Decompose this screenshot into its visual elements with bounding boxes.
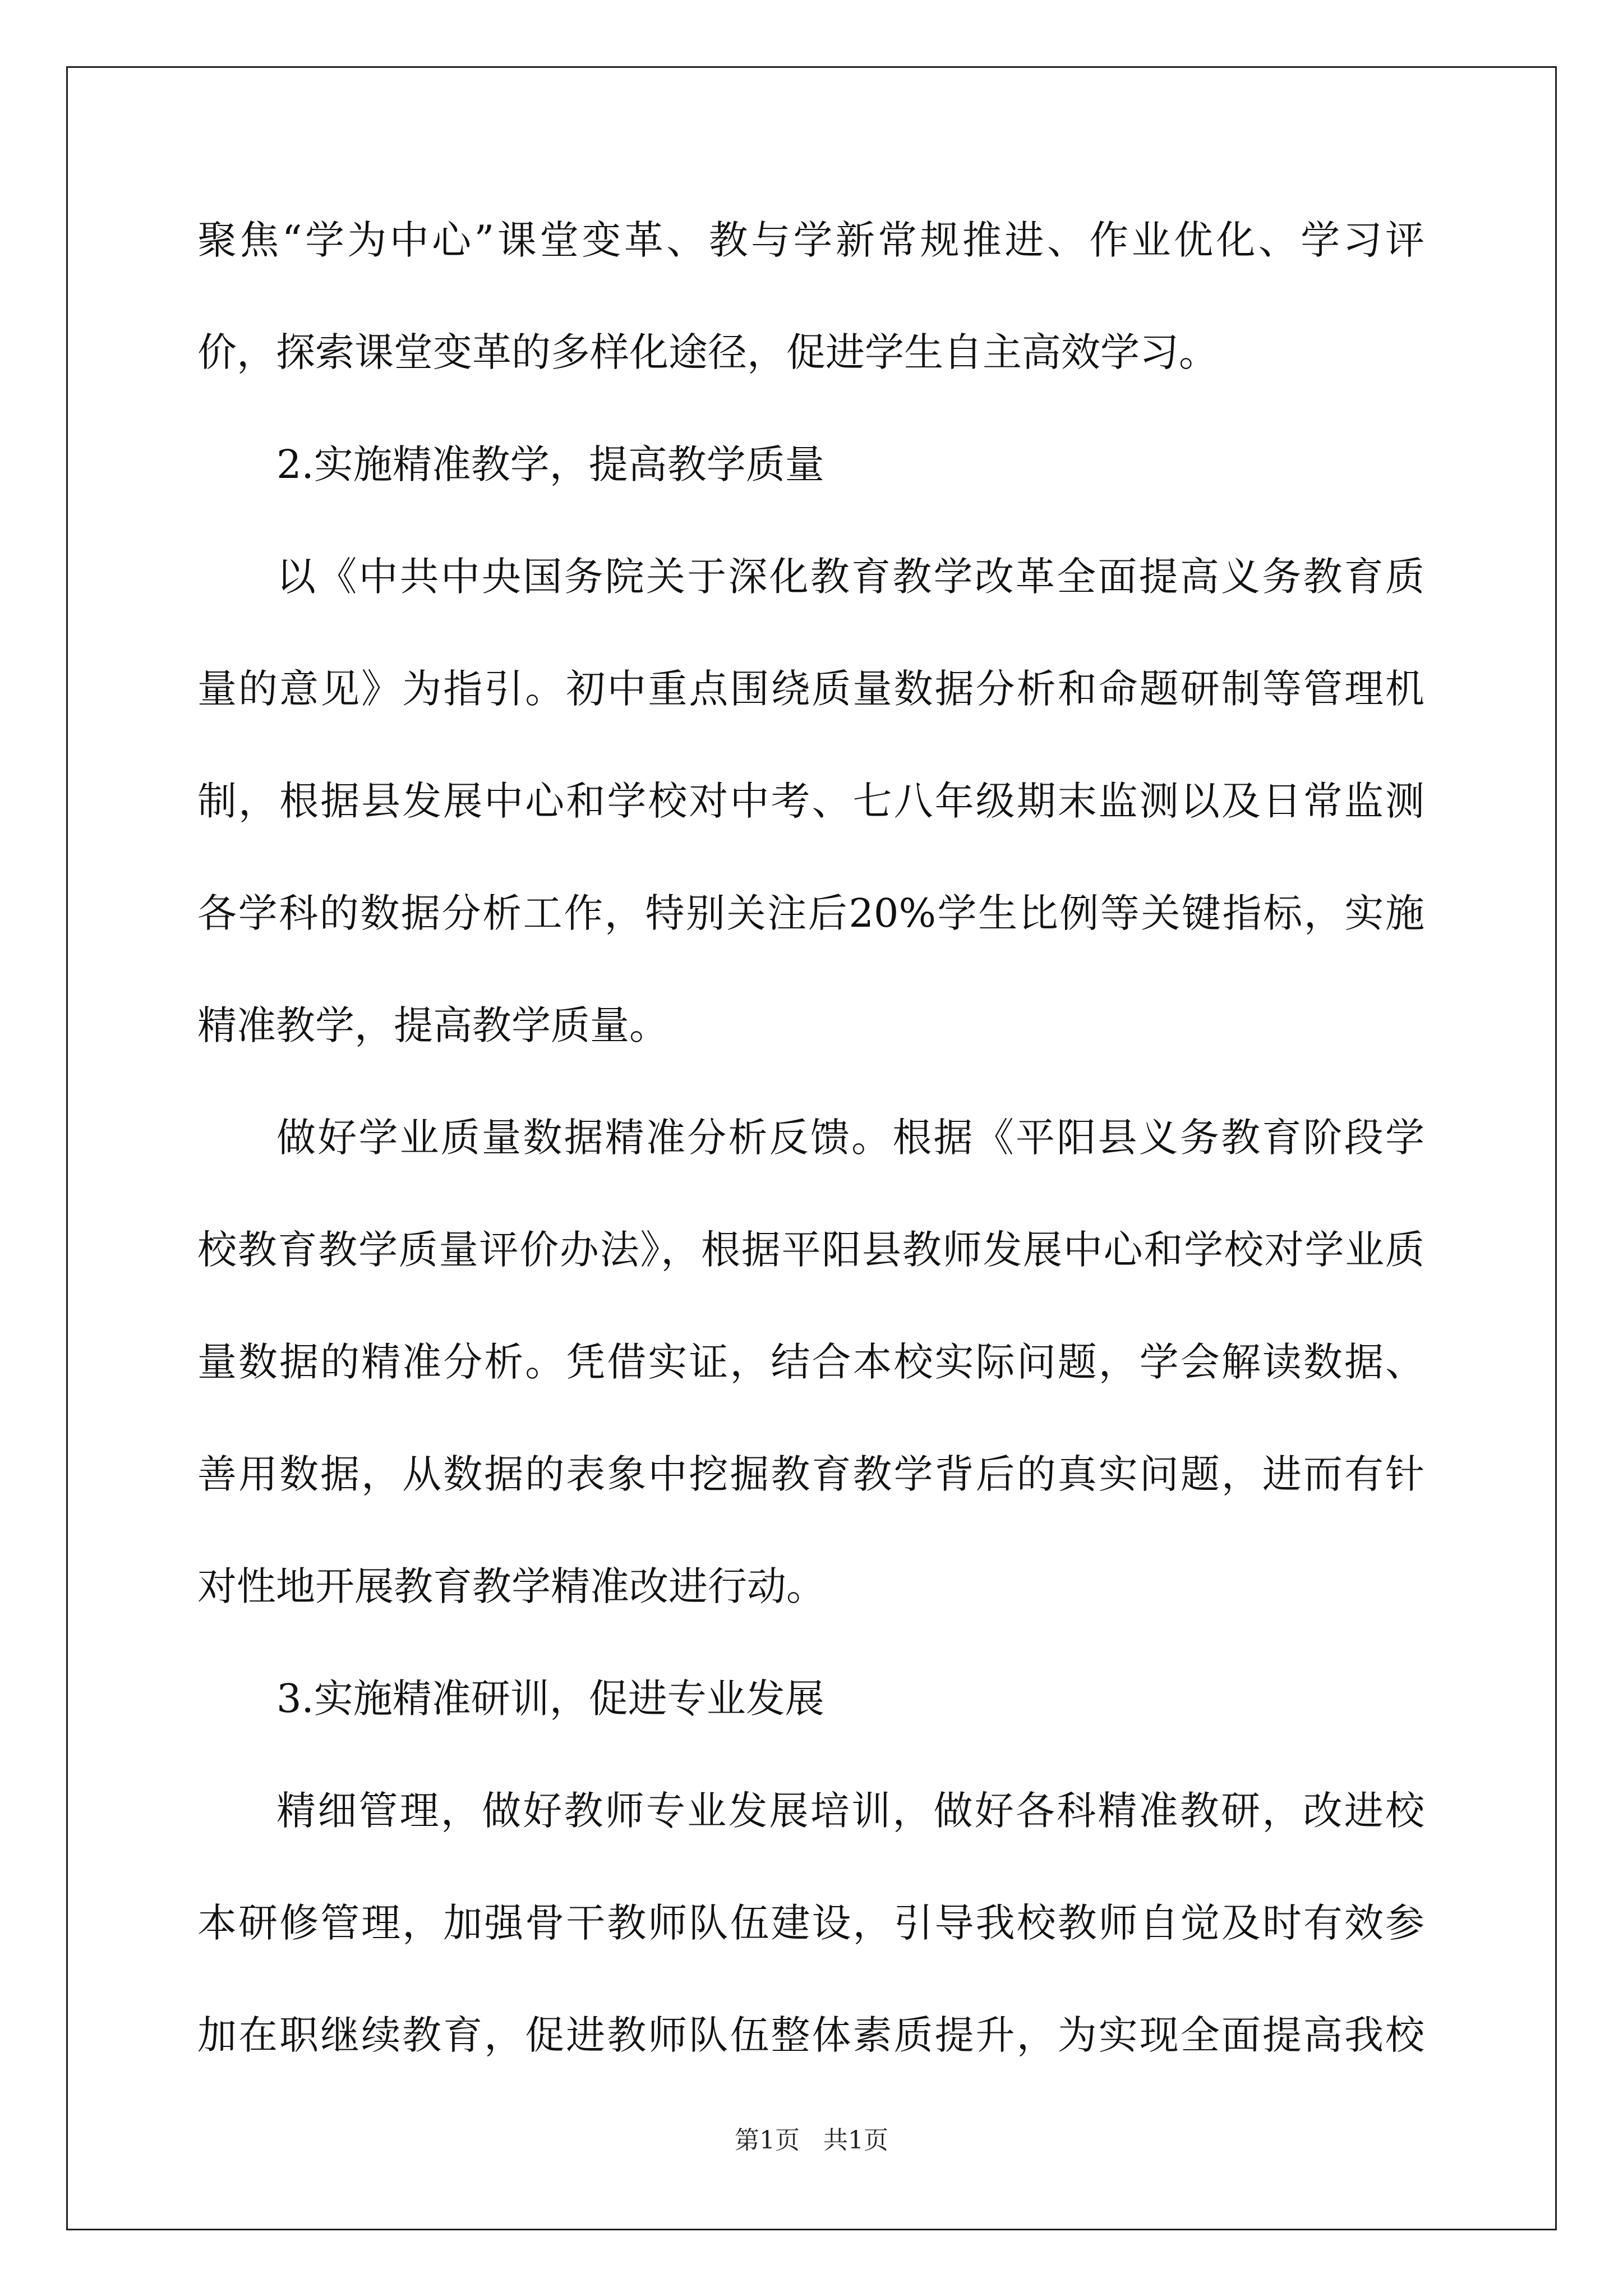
page-footer [0,2128,1623,2153]
paragraph-line: 价，探索课堂变革的多样化途径，促进学生自主高效学习。 [197,329,1218,375]
paragraph-line: 制，根据县发展中心和学校对中考、七八年级期末监测以及日常监测 [197,778,1424,824]
paragraph-line: 做好学业质量数据精准分析反馈。根据《平阳县义务教育阶段学 [276,1115,1424,1161]
paragraph-line: 对性地开展教育教学精准改进行动。 [197,1563,826,1609]
paragraph-line: 精准教学，提高教学质量。 [197,1002,668,1048]
page-number: 第1页 共1页 [735,2126,888,2155]
paragraph-line: 量数据的精准分析。凭借实证，结合本校实际问题，学会解读数据、 [197,1339,1424,1385]
section-heading: 3.实施精准研训，促进专业发展 [276,1676,824,1722]
paragraph-line: 各学科的数据分析工作，特别关注后20%学生比例等关键指标，实施 [197,890,1424,936]
paragraph-line: 加在职继续教育，促进教师队伍整体素质提升，为实现全面提高我校 [197,2012,1424,2058]
paragraph-line: 以《中共中央国务院关于深化教育教学改革全面提高义务教育质 [276,554,1424,600]
paragraph-line: 精细管理，做好教师专业发展培训，做好各科精准教研，改进校 [276,1788,1424,1834]
paragraph-line: 校教育教学质量评价办法》，根据平阳县教师发展中心和学校对学业质 [197,1227,1424,1273]
paragraph-line: 本研修管理，加强骨干教师队伍建设，引导我校教师自觉及时有效参 [197,1900,1424,1946]
paragraph-line: 量的意见》为指引。初中重点围绕质量数据分析和命题研制等管理机 [197,666,1424,712]
paragraph-line: 善用数据，从数据的表象中挖掘教育教学背后的真实问题，进而有针 [197,1451,1424,1497]
paragraph-line: 聚焦“学为中心”课堂变革、教与学新常规推进、作业优化、学习评 [197,217,1424,263]
section-heading: 2.实施精准教学，提高教学质量 [276,441,824,487]
